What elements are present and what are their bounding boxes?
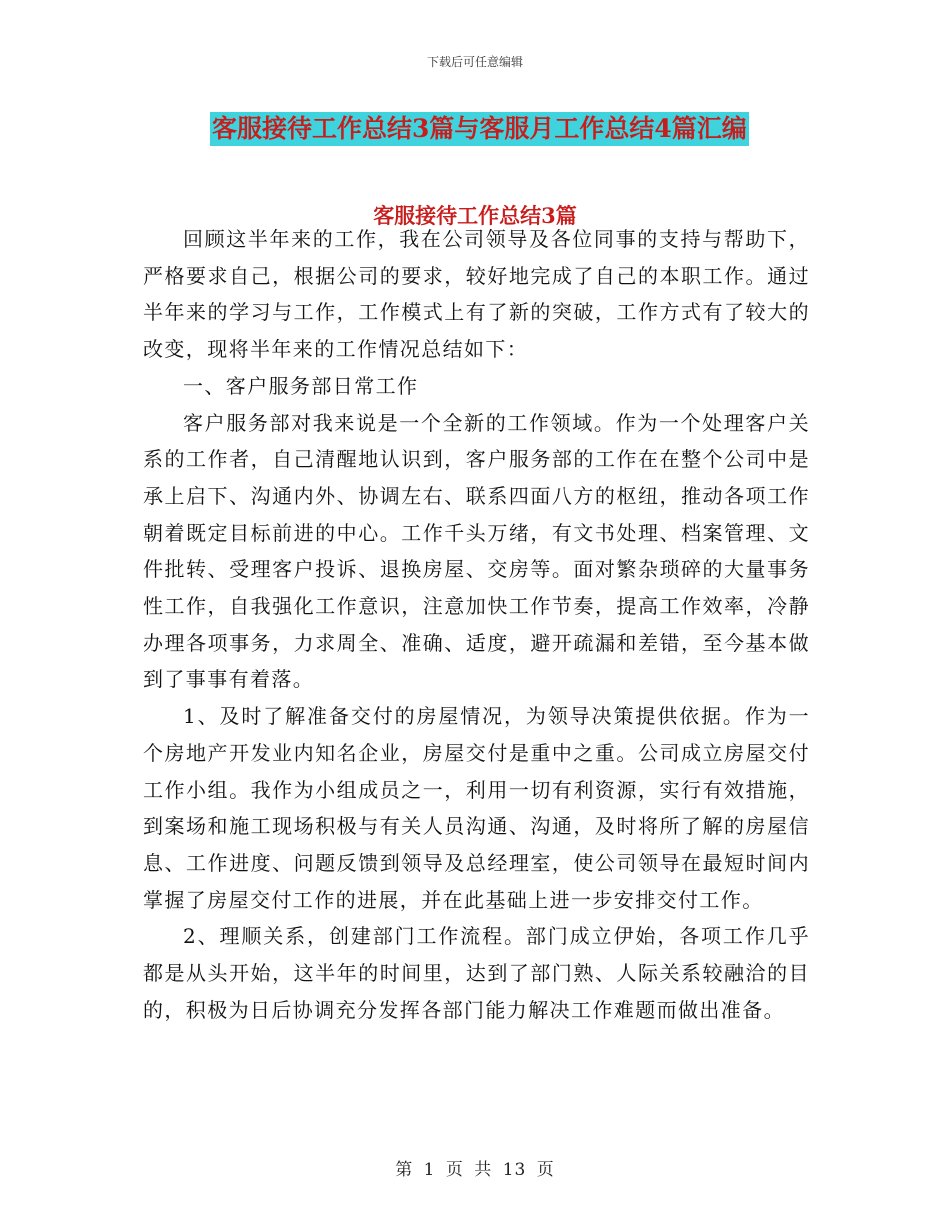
paragraph-item-2: 2、理顺关系，创建部门工作流程。部门成立伊始，各项工作几乎都是从头开始，这半年的时间里，达到了部门熟、人际关系较融洽的目的，积极为日后协调充分发挥各部门能力解决工作难题而做出准备。 [143,924,810,1022]
page-number-footer: 第 1 页 共 13 页 [395,1160,555,1180]
paragraph-item-1: 1、及时了解准备交付的房屋情况，为领导决策提供依据。作为一个房地产开发业内知名企业，房屋交付是重中之重。公司成立房屋交付工作小组。我作为小组成员之一，利用一切有利资源，实行有效措施，到案场和施工现场积极与有关人员沟通、沟通，及时将所了解的房屋信息、工作进度、问题反馈到领导及总经理室，使公司领导在最短时间内掌握了房屋交付工作的进展，并在此基础上进一步安排交付工作。 [143,704,810,912]
paragraph-daily-work: 客户服务部对我来说是一个全新的工作领域。作为一个处理客户关系的工作者，自己清醒地认识到，客户服务部的工作在在整个公司中是承上启下、沟通内外、协调左右、联系四面八方的枢纽，推动各项工作朝着既定目标前进的中心。工作千头万绪，有文书处理、档案管理、文件批转、受理客户投诉、退换房屋、交房等。面对繁杂琐碎的大量事务性工作，自我强化工作意识，注意加快工作节奏，提高工作效率，冷静办理各项事务，力求周全、准确、适度，避开疏漏和差错，至今基本做到了事事有着落。 [143,410,810,692]
header-note: 下载后可任意编辑 [426,55,523,69]
document-main-title: 客服接待工作总结3篇与客服月工作总结4篇汇编 [210,112,749,146]
document-body [143,220,810,1028]
paragraph-intro: 回顾这半年来的工作，我在公司领导及各位同事的支持与帮助下，严格要求自己，根据公司的要求，较好地完成了自己的本职工作。通过半年来的学习与工作，工作模式上有了新的突破，工作方式有了较大的改变，现将半年来的工作情况总结如下： [143,227,810,362]
section-title: 客服接待工作总结3篇 [373,203,577,228]
paragraph-heading-1: 一、客户服务部日常工作 [183,373,419,398]
